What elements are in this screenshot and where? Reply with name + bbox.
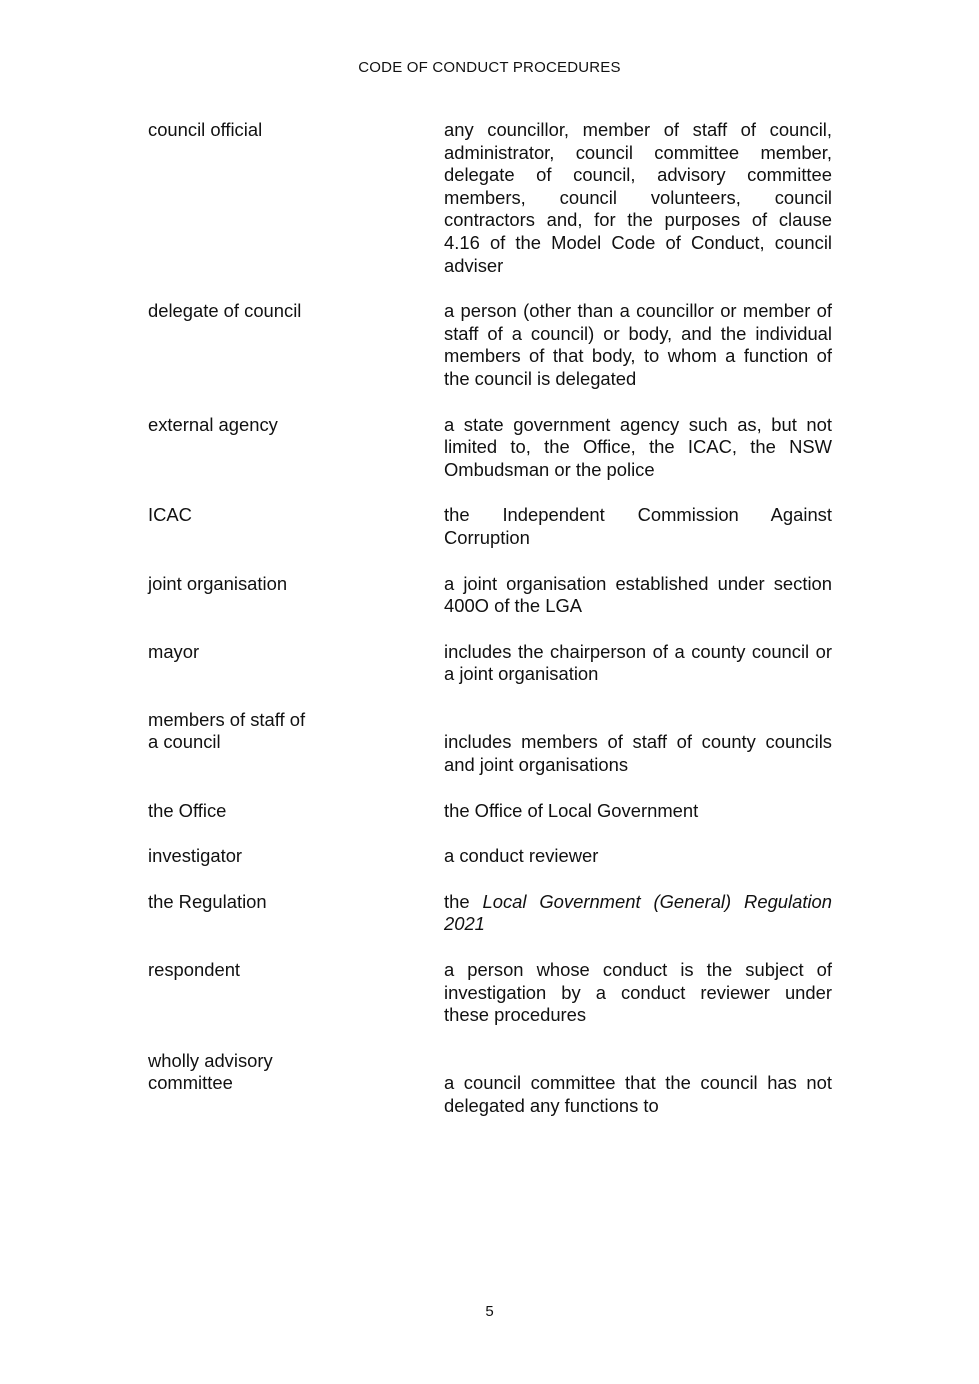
- definition-text: the Office of Local Government: [444, 799, 699, 821]
- definition-text: a state government agency such as, but not limited to, the Office, the ICAC, the NSW Ombudsman or the police: [444, 413, 832, 480]
- definition-text: a council committee that the council has not delegated any functions to: [444, 1072, 832, 1116]
- definition-row: [148, 641, 832, 686]
- definition-prefix: the: [444, 890, 483, 912]
- definition-row: [148, 1050, 832, 1118]
- definition-text: a conduct reviewer: [444, 845, 599, 867]
- definition-row: [148, 573, 832, 618]
- definition-row: [148, 959, 832, 1027]
- definition-term: delegate of council: [148, 300, 302, 322]
- definition-row: [148, 504, 832, 549]
- definition-term: the Regulation: [148, 890, 267, 912]
- definition-term: joint organisation: [148, 572, 288, 594]
- page-header: CODE OF CONDUCT PROCEDURES: [358, 59, 621, 76]
- definition-text: any councillor, member of staff of council, administrator, council committee member, delegate of council, advisory committee members, council volunteers, council contractors and, for the purposes of clause 4.16 of the Model Code of Conduct, council adviser: [444, 119, 832, 276]
- regulation-title: Local Government (General) Regulation 2021: [444, 890, 832, 935]
- definition-text: [444, 891, 832, 936]
- definition-text: the Independent Commission Against Corruption: [444, 504, 832, 548]
- definition-text: includes the chairperson of a county council or a joint organisation: [444, 640, 832, 685]
- definition-row: [148, 414, 832, 482]
- definition-term: members of staff of a council: [148, 708, 306, 753]
- definition-term: the Office: [148, 799, 227, 821]
- definition-term: external agency: [148, 413, 278, 435]
- definition-text: a joint organisation established under section 400O of the LGA: [444, 572, 832, 617]
- definition-row: [148, 709, 832, 777]
- definition-text: a person whose conduct is the subject of investigation by a conduct reviewer under these procedures: [444, 959, 832, 1026]
- definition-row: [148, 300, 832, 390]
- definition-term: investigator: [148, 845, 243, 867]
- definition-term: ICAC: [148, 504, 192, 526]
- definition-text: a person (other than a councillor or member of staff of a council) or body, and the individual members of that body, to whom a function of the council is delegated: [444, 300, 832, 389]
- definitions-list: [148, 119, 832, 1118]
- definition-term: respondent: [148, 959, 241, 981]
- definition-row: [148, 845, 832, 868]
- definition-row: [148, 800, 832, 823]
- definition-row: [148, 891, 832, 936]
- definition-text: includes members of staff of county councils and joint organisations: [444, 731, 832, 776]
- definition-term: mayor: [148, 640, 200, 662]
- definition-term: wholly advisory committee: [148, 1049, 273, 1094]
- definition-row: [148, 119, 832, 277]
- definition-term: council official: [148, 119, 263, 140]
- page-number: 5: [485, 1303, 494, 1320]
